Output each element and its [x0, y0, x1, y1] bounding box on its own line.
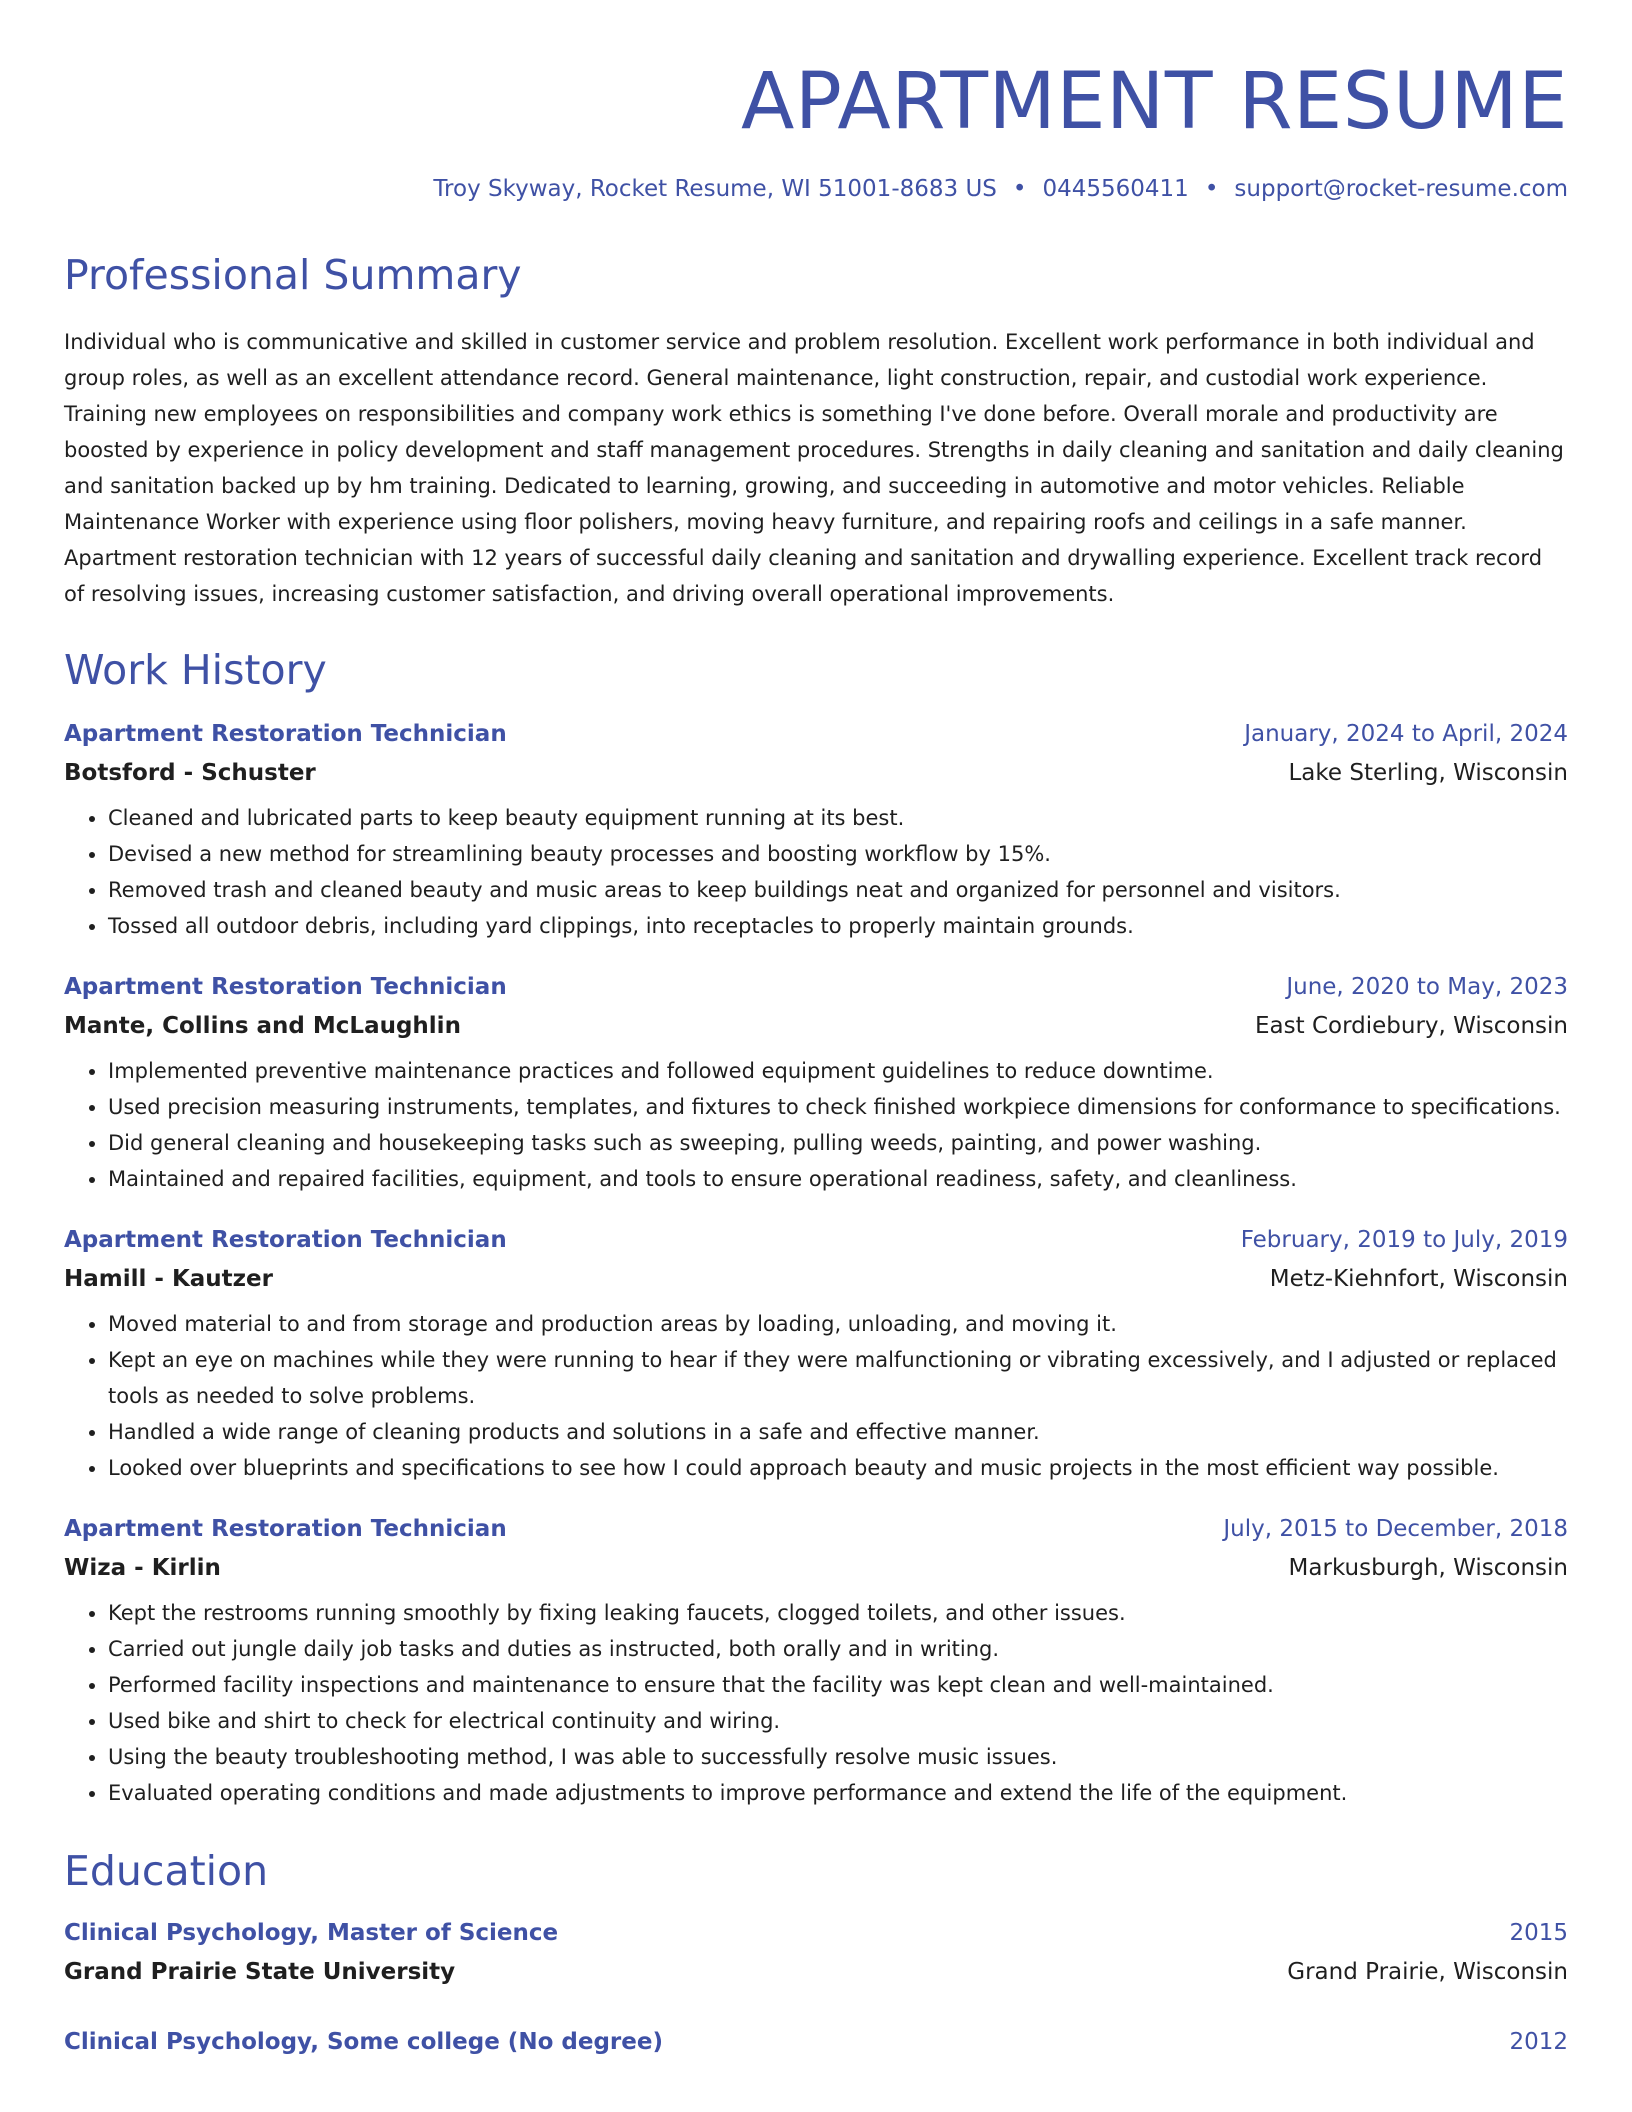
job-bullet: • Cleaned and lubricated parts to keep beauty equipment running at its best. [108, 800, 1568, 836]
job-bullet: • Devised a new method for streamlining beauty processes and boosting workflow by 15%. [108, 836, 1568, 872]
job-bullet: • Looked over blueprints and specifications to see how I could approach beauty and music projects in the most efficient way possible. [108, 1450, 1568, 1486]
job-title: Apartment Restoration Technician [64, 1516, 507, 1542]
job-dates: July, 2015 to December, 2018 [1223, 1516, 1568, 1542]
job-company-row [64, 749, 1568, 788]
job-company: Hamill - Kautzer [64, 1266, 273, 1292]
education-degree: Clinical Psychology, Some college (No degree) [64, 2029, 663, 2055]
job-entry [64, 972, 1568, 1197]
work-history-heading: Work History [64, 646, 327, 694]
job-bullet: • Used precision measuring instruments, templates, and fixtures to check finished workpiece dimensions for conformance to specifications. [108, 1089, 1568, 1125]
job-entry [64, 719, 1568, 944]
job-location: Markusburgh, Wisconsin [1288, 1555, 1568, 1581]
job-dates: June, 2020 to May, 2023 [1286, 974, 1568, 1000]
job-bullet: • Kept the restrooms running smoothly by fixing leaking faucets, clogged toilets, and other issues. [108, 1595, 1568, 1631]
education-entry [64, 1918, 1568, 1987]
job-dates: February, 2019 to July, 2019 [1240, 1227, 1568, 1253]
job-company: Wiza - Kirlin [64, 1555, 221, 1581]
job-bullet: • Removed trash and cleaned beauty and music areas to keep buildings neat and organized for personnel and visitors. [108, 872, 1568, 908]
job-bullet: • Evaluated operating conditions and made adjustments to improve performance and extend the life of the equipment. [108, 1775, 1568, 1811]
contact-email[interactable]: support@rocket-resume.com [1234, 176, 1568, 202]
job-bullet: • Maintained and repaired facilities, equipment, and tools to ensure operational readiness, safety, and cleanliness. [108, 1161, 1568, 1197]
education-degree-row [64, 1918, 1568, 1948]
job-location: Metz-Kiehnfort, Wisconsin [1269, 1266, 1568, 1292]
job-title: Apartment Restoration Technician [64, 1227, 507, 1253]
education-year: 2015 [1509, 1920, 1568, 1946]
job-title-row [64, 1225, 1568, 1255]
job-bullet: • Using the beauty troubleshooting method, I was able to successfully resolve music issues. [108, 1739, 1568, 1775]
job-bullet: • Used bike and shirt to check for electrical continuity and wiring. [108, 1703, 1568, 1739]
job-bullet: • Implemented preventive maintenance practices and followed equipment guidelines to reduce downtime. [108, 1053, 1568, 1089]
job-bullet: • Did general cleaning and housekeeping tasks such as sweeping, pulling weeds, painting, and power washing. [108, 1125, 1568, 1161]
job-entry [64, 1514, 1568, 1811]
summary-text: Individual who is communicative and skilled in customer service and problem resolution. Excellent work performance in both individual and group roles, as well as an excellent attendance record. General maintenance, light construction, repair, and custodial work experience. Training new employees on responsibilities and company work ethics is something I've done before. Overall morale and productivity are boosted by experience in policy development and staff management procedures. Strengths in daily cleaning and sanitation and daily cleaning and sanitation backed up by hm training. Dedicated to learning, growing, and succeeding in automotive and motor vehicles. Reliable Maintenance Worker with experience using floor polishers, moving heavy furniture, and repairing roofs and ceilings in a safe manner. Apartment restoration technician with 12 years of successful daily cleaning and sanitation and drywalling experience. Excellent track record of resolving issues, increasing customer satisfaction, and driving overall operational improvements. [64, 330, 1564, 606]
job-bullets [64, 1595, 1568, 1811]
summary-heading: Professional Summary [64, 251, 522, 299]
job-bullet: • Tossed all outdoor debris, including yard clippings, into receptacles to properly maintain grounds. [108, 908, 1568, 944]
education-school-row [64, 1948, 1568, 1987]
job-company-row [64, 1255, 1568, 1294]
education-heading: Education [64, 1847, 269, 1895]
education-school: Grand Prairie State University [64, 1959, 456, 1985]
job-entry [64, 1225, 1568, 1486]
job-title-row [64, 972, 1568, 1002]
contact-line [64, 173, 1568, 205]
job-company-row [64, 1002, 1568, 1041]
contact-separator: • [1204, 176, 1219, 202]
contact-address: Troy Skyway, Rocket Resume, WI 51001-8683 US [433, 176, 997, 202]
contact-phone: 0445560411 [1042, 176, 1189, 202]
education-degree-row [64, 2027, 1568, 2057]
job-bullet: • Handled a wide range of cleaning products and solutions in a safe and effective manner. [108, 1414, 1568, 1450]
job-company: Botsford - Schuster [64, 760, 316, 786]
job-bullet: • Performed facility inspections and maintenance to ensure that the facility was kept clean and well-maintained. [108, 1667, 1568, 1703]
education-location: Grand Prairie, Wisconsin [1287, 1959, 1568, 1985]
job-title-row [64, 1514, 1568, 1544]
job-title: Apartment Restoration Technician [64, 721, 507, 747]
education-year: 2012 [1509, 2029, 1568, 2055]
job-title: Apartment Restoration Technician [64, 974, 507, 1000]
job-dates: January, 2024 to April, 2024 [1244, 721, 1568, 747]
education-degree: Clinical Psychology, Master of Science [64, 1920, 559, 1946]
job-bullets [64, 800, 1568, 944]
job-bullet: • Kept an eye on machines while they were running to hear if they were malfunctioning or vibrating excessively, and I adjusted or replaced tools as needed to solve problems. [108, 1342, 1568, 1414]
job-company: Mante, Collins and McLaughlin [64, 1013, 461, 1039]
contact-separator: • [1012, 176, 1027, 202]
job-location: Lake Sterling, Wisconsin [1288, 760, 1568, 786]
resume-title: APARTMENT RESUME [741, 57, 1568, 147]
education-entry [64, 2027, 1568, 2057]
job-bullet: • Carried out jungle daily job tasks and duties as instructed, both orally and in writing. [108, 1631, 1568, 1667]
job-bullets [64, 1306, 1568, 1486]
job-location: East Cordiebury, Wisconsin [1255, 1013, 1568, 1039]
job-company-row [64, 1544, 1568, 1583]
resume-page [64, 0, 1568, 2057]
job-bullet: • Moved material to and from storage and production areas by loading, unloading, and moving it. [108, 1306, 1568, 1342]
job-title-row [64, 719, 1568, 749]
job-bullets [64, 1053, 1568, 1197]
